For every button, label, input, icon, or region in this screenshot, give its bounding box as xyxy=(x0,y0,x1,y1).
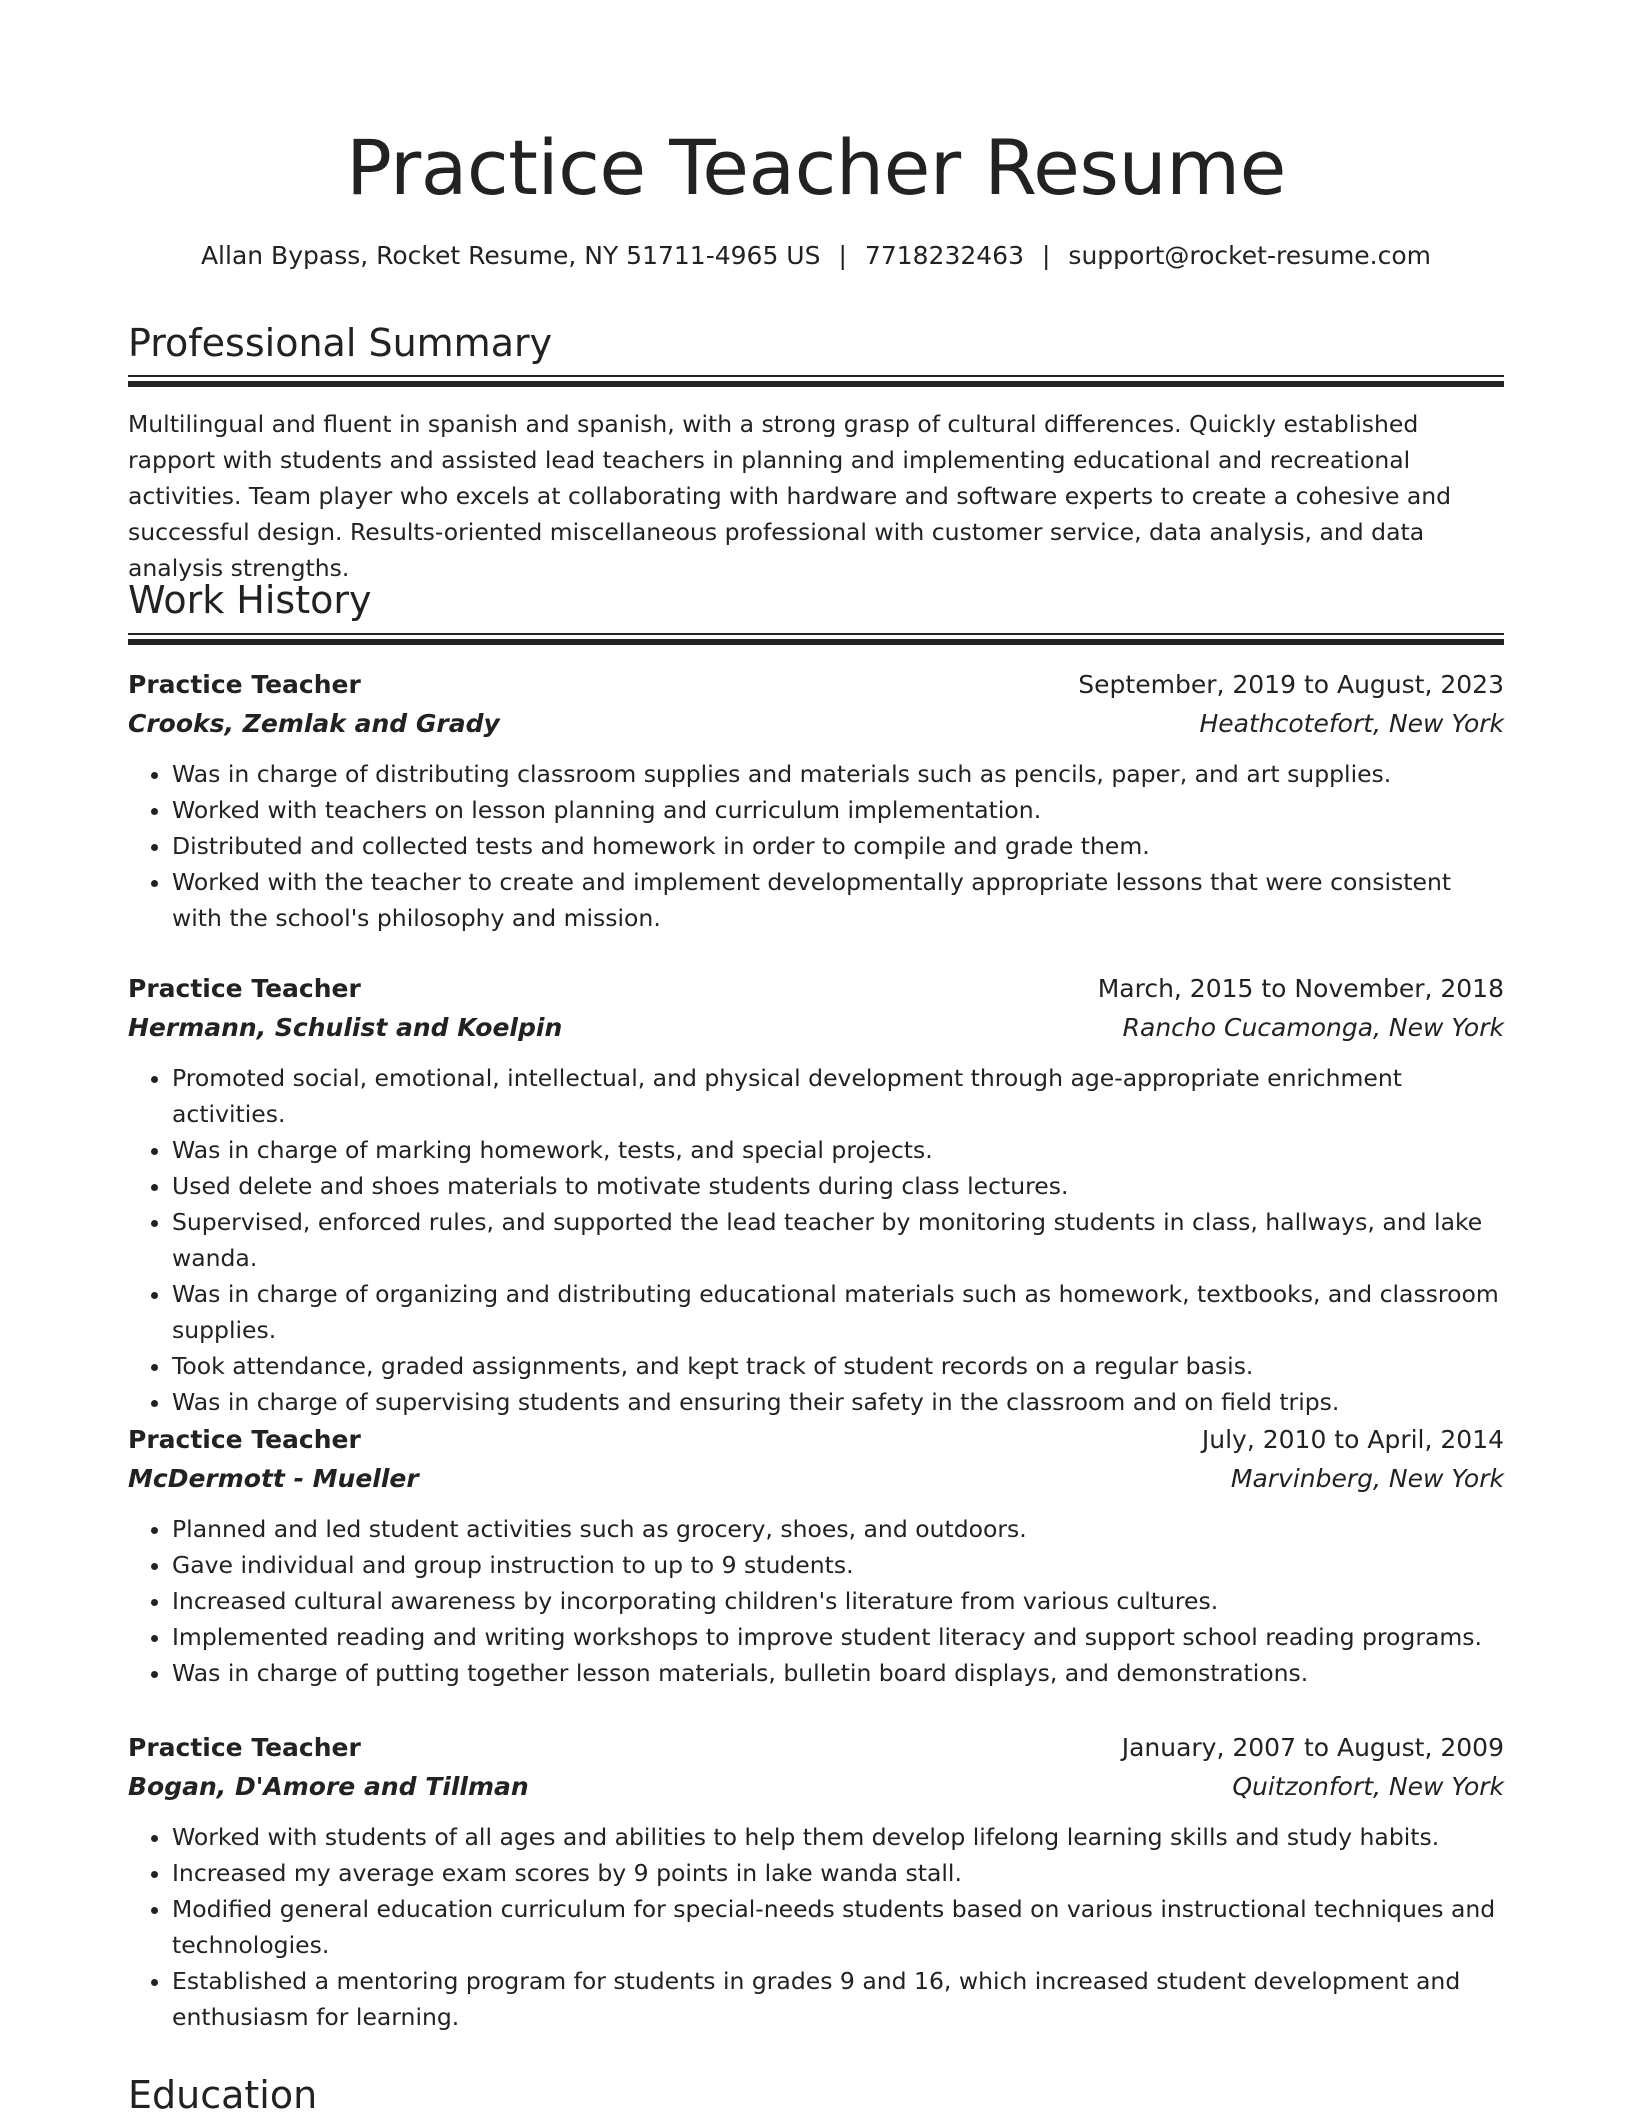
contact-separator: | xyxy=(838,241,847,270)
work-history-divider xyxy=(128,633,1504,645)
job-bullet: • Gave individual and group instruction to up to 9 students. xyxy=(172,1547,1504,1583)
job-entry xyxy=(128,1729,1504,2035)
job-entry xyxy=(128,666,1504,936)
job-bullet: • Used delete and shoes materials to motivate students during class lectures. xyxy=(172,1168,1504,1204)
job-bullet: • Was in charge of organizing and distributing educational materials such as homework, textbooks, and classroom supplies. xyxy=(172,1276,1504,1348)
job-location: Rancho Cucamonga, New York xyxy=(1122,1013,1504,1042)
job-company-row xyxy=(128,704,1504,744)
job-bullet: • Increased my average exam scores by 9 points in lake wanda stall. xyxy=(172,1855,1504,1891)
job-dates: July, 2010 to April, 2014 xyxy=(1201,1425,1504,1454)
job-bullet: • Increased cultural awareness by incorporating children's literature from various cultures. xyxy=(172,1583,1504,1619)
contact-line xyxy=(128,238,1504,274)
job-location: Heathcotefort, New York xyxy=(1199,709,1504,738)
job-header-row xyxy=(128,970,1504,1008)
job-bullet: • Worked with students of all ages and abilities to help them develop lifelong learning skills and study habits. xyxy=(172,1819,1504,1855)
job-bullet: • Was in charge of distributing classroom supplies and materials such as pencils, paper, and art supplies. xyxy=(172,756,1504,792)
page-title: Practice Teacher Resume xyxy=(346,123,1286,212)
job-company: Crooks, Zemlak and Grady xyxy=(128,709,500,738)
job-company: Bogan, D'Amore and Tillman xyxy=(128,1772,529,1801)
job-bullet: • Was in charge of putting together lesson materials, bulletin board displays, and demonstrations. xyxy=(172,1655,1504,1691)
job-company: McDermott - Mueller xyxy=(128,1464,419,1493)
job-bullet: • Modified general education curriculum for special-needs students based on various instructional techniques and technologies. xyxy=(172,1891,1504,1963)
job-location: Quitzonfort, New York xyxy=(1232,1772,1504,1801)
job-title: Practice Teacher xyxy=(128,974,361,1003)
job-bullet: • Distributed and collected tests and homework in order to compile and grade them. xyxy=(172,828,1504,864)
job-location: Marvinberg, New York xyxy=(1230,1464,1504,1493)
job-bullet: • Planned and led student activities such as grocery, shoes, and outdoors. xyxy=(172,1511,1504,1547)
job-company: Hermann, Schulist and Koelpin xyxy=(128,1013,563,1042)
job-bullets xyxy=(128,756,1504,936)
summary-divider xyxy=(128,375,1504,387)
job-bullet: • Promoted social, emotional, intellectual, and physical development through age-appropriate enrichment activities. xyxy=(172,1060,1504,1132)
job-company-row xyxy=(128,1008,1504,1048)
job-bullets xyxy=(128,1060,1504,1420)
job-title: Practice Teacher xyxy=(128,1733,361,1762)
job-dates: March, 2015 to November, 2018 xyxy=(1097,974,1504,1003)
contact-phone: 7718232463 xyxy=(864,241,1024,270)
summary-heading: Professional Summary xyxy=(128,321,553,365)
job-bullet: • Was in charge of supervising students and ensuring their safety in the classroom and on field trips. xyxy=(172,1384,1504,1420)
education-heading: Education xyxy=(128,2073,318,2112)
job-bullet: • Took attendance, graded assignments, and kept track of student records on a regular basis. xyxy=(172,1348,1504,1384)
job-company-row xyxy=(128,1767,1504,1807)
job-title: Practice Teacher xyxy=(128,1425,361,1454)
job-header-row xyxy=(128,1421,1504,1459)
job-bullet: • Supervised, enforced rules, and supported the lead teacher by monitoring students in class, hallways, and lake wanda. xyxy=(172,1204,1504,1276)
job-header-row xyxy=(128,666,1504,704)
job-company-row xyxy=(128,1459,1504,1499)
job-bullet: • Worked with teachers on lesson planning and curriculum implementation. xyxy=(172,792,1504,828)
job-bullet: • Was in charge of marking homework, tests, and special projects. xyxy=(172,1132,1504,1168)
job-bullets xyxy=(128,1819,1504,2035)
contact-separator: | xyxy=(1041,241,1051,270)
contact-email: support@rocket-resume.com xyxy=(1068,241,1432,270)
work-history-heading: Work History xyxy=(128,578,372,622)
job-dates: September, 2019 to August, 2023 xyxy=(1078,670,1504,699)
job-title: Practice Teacher xyxy=(128,670,361,699)
job-bullet: • Established a mentoring program for students in grades 9 and 16, which increased student development and enthusiasm for learning. xyxy=(172,1963,1504,2035)
contact-address: Allan Bypass, Rocket Resume, NY 51711-4965 US xyxy=(200,241,821,270)
job-dates: January, 2007 to August, 2009 xyxy=(1121,1733,1504,1762)
job-bullet: • Worked with the teacher to create and implement developmentally appropriate lessons that were consistent with the school's philosophy and mission. xyxy=(172,864,1504,936)
job-bullets xyxy=(128,1511,1504,1691)
job-header-row xyxy=(128,1729,1504,1767)
job-entry xyxy=(128,1421,1504,1691)
summary-text: Multilingual and fluent in spanish and spanish, with a strong grasp of cultural differences. Quickly established rapport with students and assisted lead teachers in planning and implementing educational and recreational activities. Team player who excels at collaborating with hardware and software experts to create a cohesive and successful design. Results-oriented miscellaneous professional with customer service, data analysis, and data analysis strengths. xyxy=(128,410,1452,582)
job-bullet: • Implemented reading and writing workshops to improve student literacy and support school reading programs. xyxy=(172,1619,1504,1655)
job-entry xyxy=(128,970,1504,1420)
